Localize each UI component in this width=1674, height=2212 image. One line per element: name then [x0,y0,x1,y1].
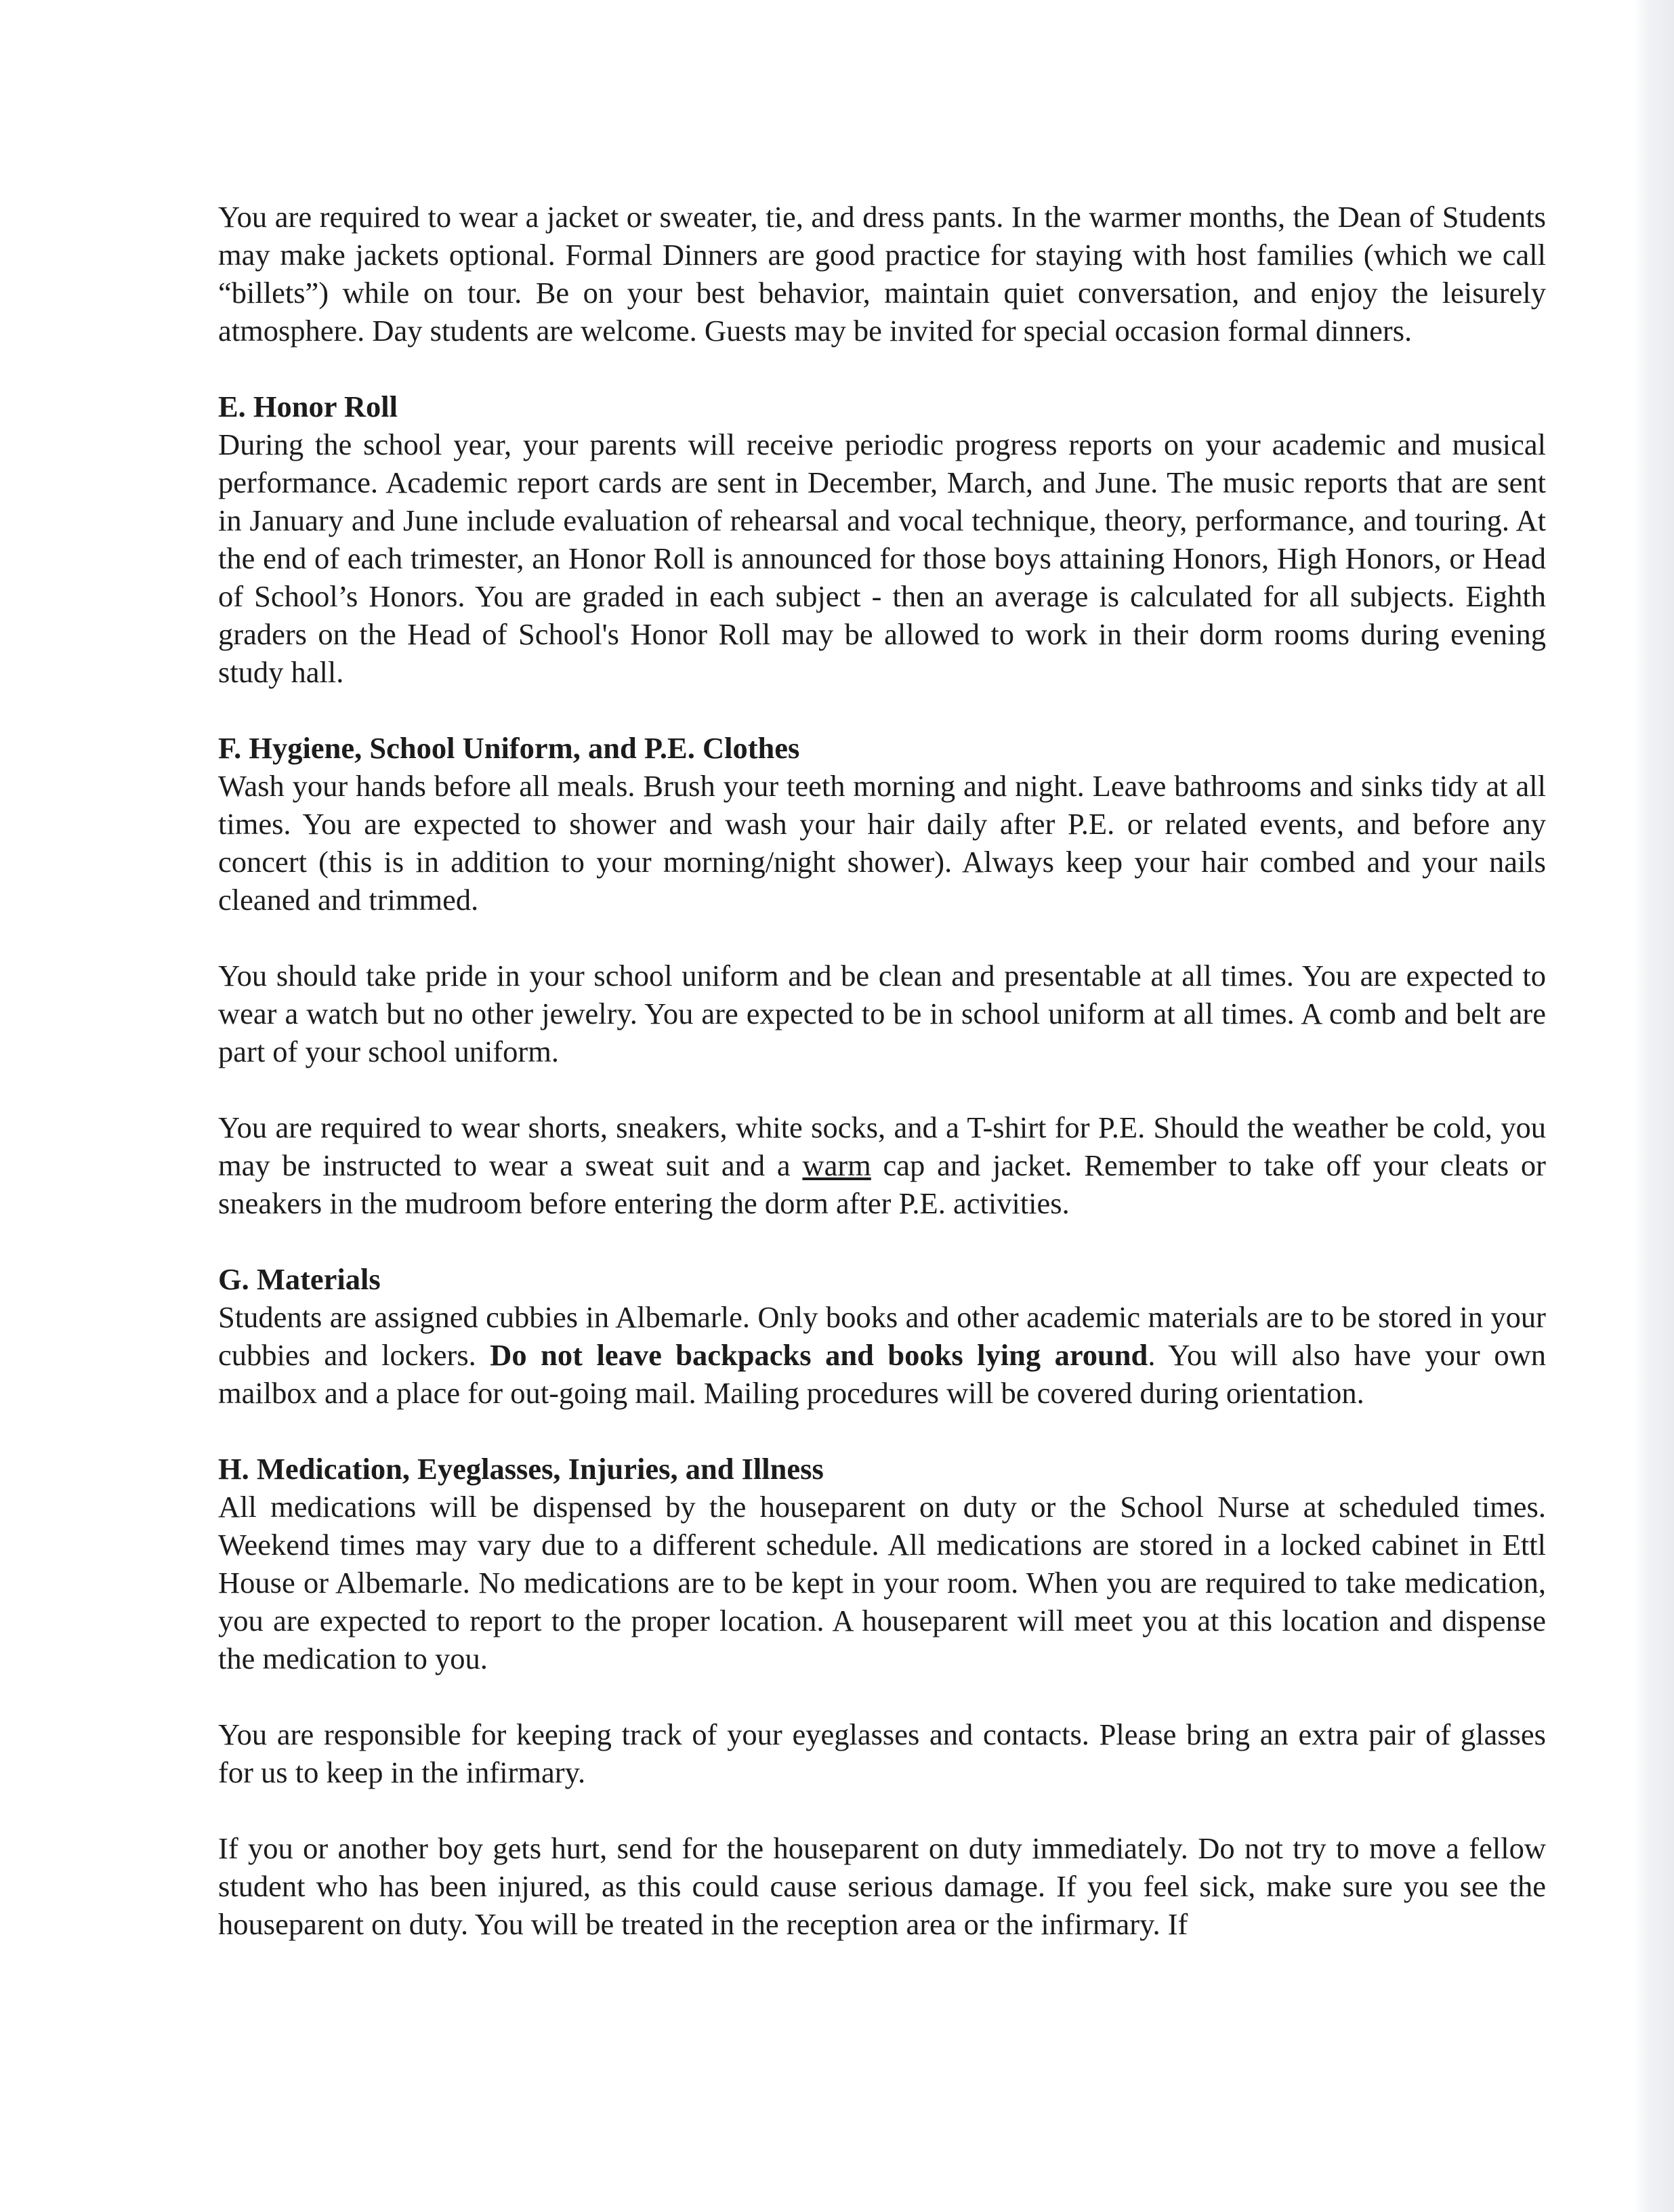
section-materials [218,1260,1546,1412]
materials-text-start: Students are assigned cubbies in Albemarle. Only books and other academic materials are to be stored in your cubbies and lockers. [218,1300,1546,1372]
pe-text-underlined: warm [802,1148,871,1182]
injuries-paragraph: If you or another boy gets hurt, send for the houseparent on duty immediately. Do not try to move a fellow student who has been injured, as this could cause serious damage. If you feel sick, make sure you see the houseparent on duty. You will be treated in the reception area or the infirmary. If [218,1831,1546,1941]
medication-paragraph: All medications will be dispensed by the houseparent on duty or the School Nurse at scheduled times. Weekend times may vary due to a different schedule. All medications are stored in a locked cabinet in Ettl House or Albemarle. No medications are to be kept in your room. When you are required to take medication, you are expected to report to the proper location. A houseparent will meet you at this location and dispense the medication to you. [218,1490,1546,1675]
pe-text-end: cap and jacket. Remember to take off your cleats or sneakers in the mudroom before entering the dorm after P.E. activities. [218,1148,1546,1220]
materials-text-end: . You will also have your own mailbox and a place for out-going mail. Mailing procedures will be covered during orientation. [218,1338,1547,1410]
section-heading-e: E. Honor Roll [218,390,398,423]
page-edge-shadow [1635,0,1674,2212]
section-hygiene [218,729,1546,1222]
section-heading-g: G. Materials [218,1262,381,1296]
materials-paragraph [218,1298,1546,1412]
intro-paragraph: You are required to wear a jacket or sweater, tie, and dress pants. In the warmer months, the Dean of Students may make jackets optional. Formal Dinners are good practice for staying with host families (which we call “billets”) while on tour. Be on your best behavior, maintain quiet conversation, and enjoy the leisurely atmosphere. Day students are welcome. Guests may be invited for special occasion formal dinners. [218,200,1546,348]
eyeglasses-paragraph: You are responsible for keeping track of your eyeglasses and contacts. Please bring an extra pair of glasses for us to keep in the infirmary. [218,1717,1546,1789]
materials-text-bold: Do not leave backpacks and books lying around [490,1338,1148,1372]
document-body [218,198,1546,1943]
honor-roll-paragraph: During the school year, your parents will receive periodic progress reports on your academic and musical performance. Academic report cards are sent in December, March, and June. The music reports that are sent in January and June include evaluation of rehearsal and vocal technique, theory, performance, and touring. At the end of each trimester, an Honor Roll is announced for those boys attaining Honors, High Honors, or Head of School’s Honors. You are graded in each subject - then an average is calculated for all subjects. Eighth graders on the Head of School's Honor Roll may be allowed to work in their dorm rooms during evening study hall. [218,427,1546,689]
pe-text-start: You are required to wear shorts, sneakers, white socks, and a T-shirt for P.E. Should the weather be cold, you may be instructed to wear a sweat suit and a [218,1110,1546,1182]
section-heading-f: F. Hygiene, School Uniform, and P.E. Clothes [218,731,800,765]
hygiene-paragraph: Wash your hands before all meals. Brush your teeth morning and night. Leave bathrooms and sinks tidy at all times. You are expected to shower and wash your hair daily after P.E. or related events, and before any concert (this is in addition to your morning/night shower). Always keep your hair combed and your nails cleaned and trimmed. [218,769,1546,917]
section-medication [218,1450,1546,1943]
pe-clothes-paragraph [218,1108,1546,1222]
uniform-paragraph: You should take pride in your school uniform and be clean and presentable at all times. You are expected to wear a watch but no other jewelry. You are expected to be in school uniform at all times. A comb and belt are part of your school uniform. [218,959,1546,1068]
section-honor-roll [218,388,1546,691]
section-heading-h: H. Medication, Eyeglasses, Injuries, and Illness [218,1452,824,1486]
